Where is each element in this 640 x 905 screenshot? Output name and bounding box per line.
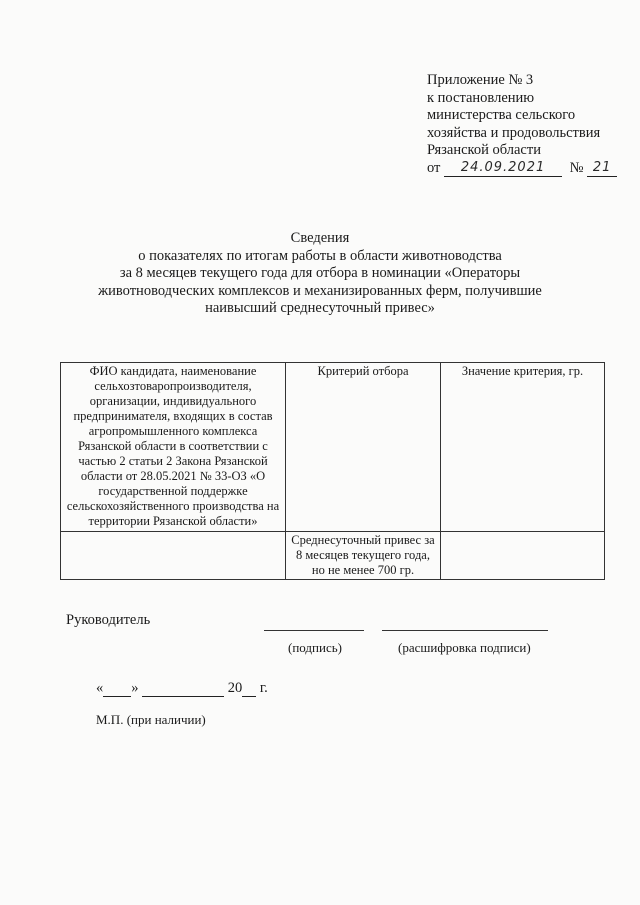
appendix-block [427,72,617,177]
open-quote: « [96,680,104,696]
number-value: 21 [587,161,617,177]
cell-criterion: Среднесуточный привес за 8 месяцев текущего года, но не менее 700 гр. [286,532,441,580]
title-line: за 8 месяцев текущего года для отбора в номинации «Операторы [119,265,521,281]
date-value: 24.09.2021 [444,161,562,177]
appendix-line: к постановлению [427,89,535,106]
date-prefix: от [427,159,441,176]
title-line: о показателях по итогам работы в области животноводства [138,247,502,264]
head-label: Руководитель [66,612,151,628]
document-title [80,230,560,318]
criteria-table [60,362,605,580]
decode-caption: (расшифровка подписи) [398,640,531,655]
decode-line [382,630,548,631]
date-fill-line [96,680,268,697]
close-quote: » [131,680,139,696]
signature-line [264,630,364,631]
appendix-date-line [427,160,617,178]
table-header-row [61,363,605,532]
title-heading: Сведения [290,230,350,246]
header-criterion: Критерий отбора [286,363,441,532]
day-blank [103,681,131,697]
title-line: животноводческих комплексов и механизированных ферм, получившие [98,282,542,299]
title-line: наивысший среднесуточный привес» [205,300,435,316]
cell-candidate [61,532,286,580]
year-suffix: г. [259,680,268,696]
appendix-line: министерства сельского [427,107,576,123]
header-candidate: ФИО кандидата, наименование сельхозтоваропроизводителя, организации, индивидуального предпринимателя, входящих в состав агропромышленного комплекса Рязанской области в соответствии с частью 2 статьи 2 Закона Рязанской области от 28.05.2021 № 33-ОЗ «О государственной поддержке сельскохозяйственного производства на территории Рязанской области» [61,363,286,532]
month-blank [142,681,224,697]
table-row [61,532,605,580]
header-value: Значение критерия, гр. [441,363,605,532]
appendix-line: Рязанской области [427,142,541,158]
number-prefix: № [569,159,584,176]
signature-caption: (подпись) [288,640,342,655]
year-prefix: 20 [227,680,243,696]
stamp-note: М.П. (при наличии) [96,712,206,727]
cell-value [441,532,605,580]
appendix-title: Приложение № 3 [427,72,534,88]
appendix-line: хозяйства и продовольствия [427,124,601,141]
year-blank [242,681,256,697]
